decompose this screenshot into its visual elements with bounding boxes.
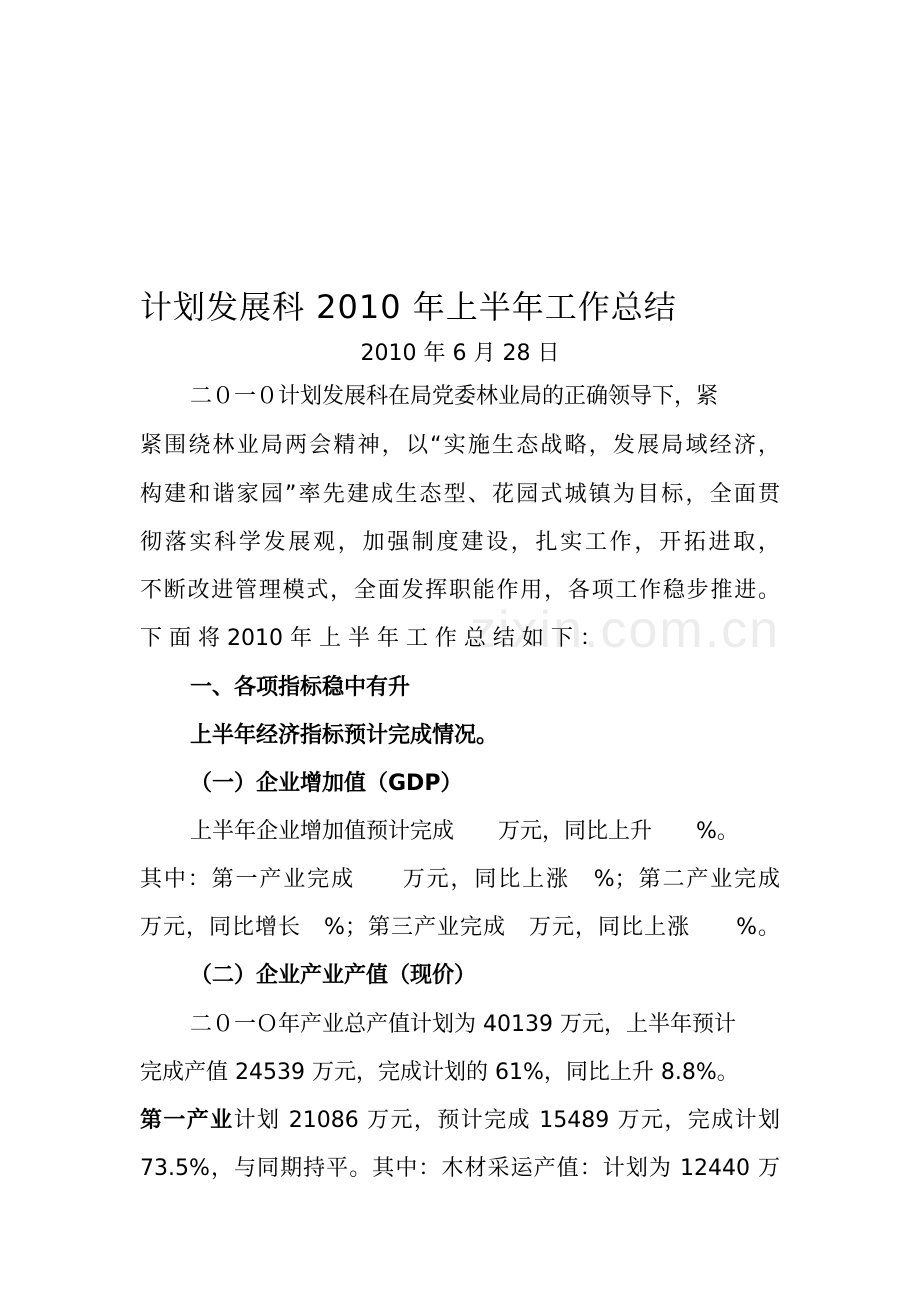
primary-industry-label: 第一产业: [140, 1108, 234, 1133]
gdp-line: 万元，同比增长 %；第三产业完成 万元，同比上涨 %。: [140, 915, 780, 940]
paragraph-line: 下 面 将 2010 年 上 半 年 工 作 总 结 如 下 ：: [140, 626, 602, 651]
primary-industry-text: 计划 21086 万元，预计完成 15489 万元，完成计划: [233, 1108, 780, 1133]
document-date: 2010 年 6 月 28 日: [360, 341, 560, 366]
gdp-line: 上半年企业增加值预计完成 万元，同比上升 %。: [190, 819, 739, 844]
sub-heading-gdp: （一）企业增加值（GDP）: [190, 771, 463, 796]
section-heading: 一、各项指标稳中有升: [190, 675, 411, 700]
sub-heading-output: （二）企业产业产值（现价）: [190, 963, 477, 988]
gdp-line: 其中：第一产业完成 万元，同比上涨 %；第二产业完成: [140, 867, 780, 892]
paragraph-line: 73.5%，与同期持平。其中：木材采运产值：计划为 12440 万: [140, 1156, 780, 1181]
document-title: 计划发展科 2010 年上半年工作总结: [140, 288, 677, 326]
paragraph-line: 紧围绕林业局两会精神，以“实施生态战略，发展局域经济，: [140, 433, 780, 458]
paragraph-line: 不断改进管理模式，全面发挥职能作用，各项工作稳步推进。: [140, 578, 780, 603]
paragraph-line: 二０一０计划发展科在局党委林业局的正确领导下，紧: [190, 384, 719, 409]
paragraph-line: 彻落实科学发展观，加强制度建设，扎实工作，开拓进取，: [140, 530, 780, 555]
primary-industry-line: [140, 1106, 780, 1136]
paragraph-line: 构建和谐家园”率先建成生态型、花园式城镇为目标，全面贯: [140, 482, 780, 507]
watermark: zixin.com.cn: [470, 601, 781, 659]
section-subheading: 上半年经济指标预计完成情况。: [190, 723, 499, 748]
output-line: 二０一Ｏ年产业总产值计划为 40139 万元，上半年预计: [190, 1012, 736, 1037]
output-line: 完成产值 24539 万元，完成计划的 61%，同比上升 8.8%。: [140, 1060, 739, 1085]
